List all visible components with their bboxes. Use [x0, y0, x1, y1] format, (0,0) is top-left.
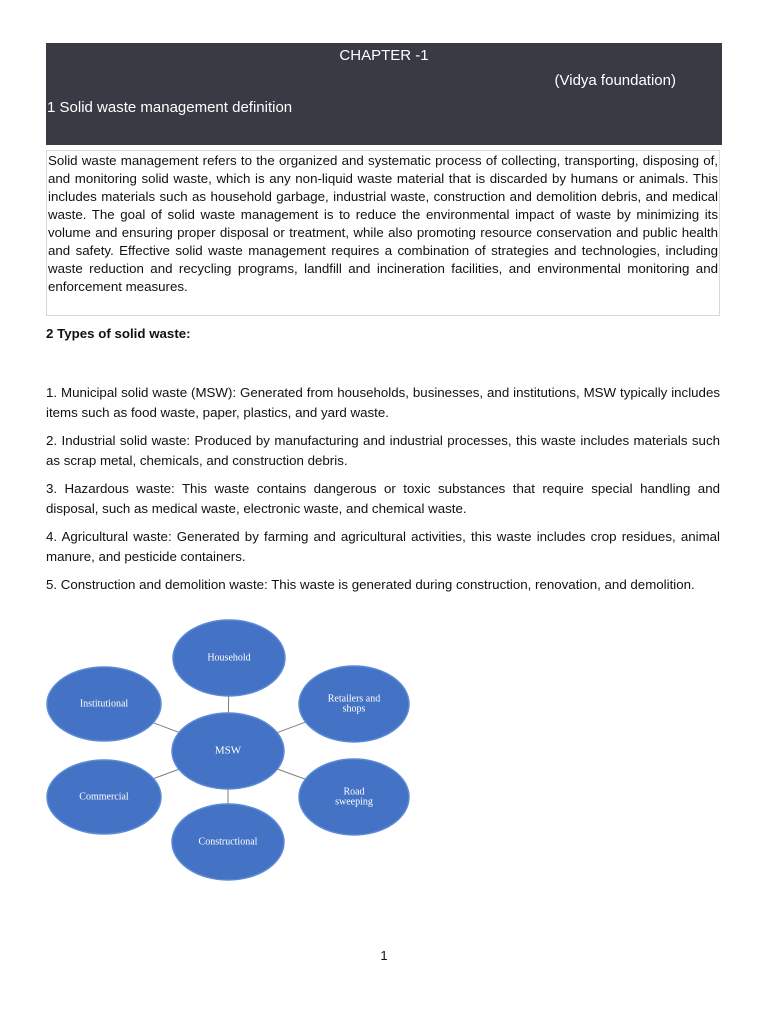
list-item: 3. Hazardous waste: This waste contains dangerous or toxic substances that require special handling and disposal, such as medical waste, electronic waste, and chemical waste. — [46, 481, 720, 516]
section-2-title: 2 Types of solid waste: — [46, 326, 191, 341]
diagram-node-2-label: Road — [343, 786, 365, 798]
list-item: 5. Construction and demolition waste: This waste is generated during construction, renovation, and demolition. — [46, 577, 695, 592]
diagram-node-center-label: MSW — [214, 744, 242, 757]
waste-types-list — [46, 383, 720, 604]
definition-box — [46, 150, 720, 316]
list-item: 1. Municipal solid waste (MSW): Generated from households, businesses, and institutions, MSW typically includes items such as food waste, paper, plastics, and yard waste. — [46, 385, 720, 420]
diagram-node-2-label: sweeping — [335, 796, 373, 808]
section-1-title: 1 Solid waste management definition — [47, 99, 293, 116]
connector-line — [153, 723, 179, 733]
diagram-node-5-label: Institutional — [79, 698, 129, 710]
diagram-node-center — [172, 713, 284, 789]
page-number: 1 — [380, 948, 388, 963]
diagram-node-3 — [172, 804, 284, 880]
diagram-node-0-label: Household — [207, 652, 251, 664]
diagram-node-1 — [299, 666, 409, 742]
diagram-node-0 — [173, 620, 285, 696]
diagram-node-4-label: Commercial — [79, 791, 129, 803]
chapter-title: CHAPTER -1 — [339, 47, 429, 64]
diagram-node-2 — [299, 759, 409, 835]
list-item: 4. Agricultural waste: Generated by farming and agricultural activities, this waste includes crop residues, animal manure, and pesticide containers. — [46, 529, 720, 564]
organization-name: (Vidya foundation) — [554, 72, 676, 89]
diagram-node-3-label: Constructional — [198, 836, 258, 848]
diagram-node-5 — [47, 667, 161, 741]
connector-line — [277, 722, 306, 733]
connector-line — [153, 769, 178, 778]
definition-paragraph: Solid waste management refers to the organized and systematic process of collecting, transporting, disposing of, and monitoring solid waste, which is any non-liquid waste material that is discarded by humans or animals. This includes materials such as household garbage, industrial waste, construction and demolition debris, and medical waste. The goal of solid waste management is to reduce the environmental impact of waste by minimizing its volume and ensuring proper disposal or treatment, while also promoting resource conservation and public health and safety. Effective solid waste management requires a combination of strategies and technologies, including waste reduction and recycling programs, landfill and incineration facilities, and environmental monitoring and enforcement measures. — [48, 153, 718, 294]
connector-line — [277, 769, 305, 779]
chapter-header — [46, 43, 722, 145]
msw-sources-diagram — [44, 618, 414, 886]
diagram-node-1-label: shops — [342, 703, 366, 715]
diagram-node-1-label: Retailers and — [327, 693, 381, 705]
list-item: 2. Industrial solid waste: Produced by manufacturing and industrial processes, this waste includes materials such as scrap metal, chemicals, and construction debris. — [46, 433, 720, 468]
diagram-node-4 — [47, 760, 161, 834]
